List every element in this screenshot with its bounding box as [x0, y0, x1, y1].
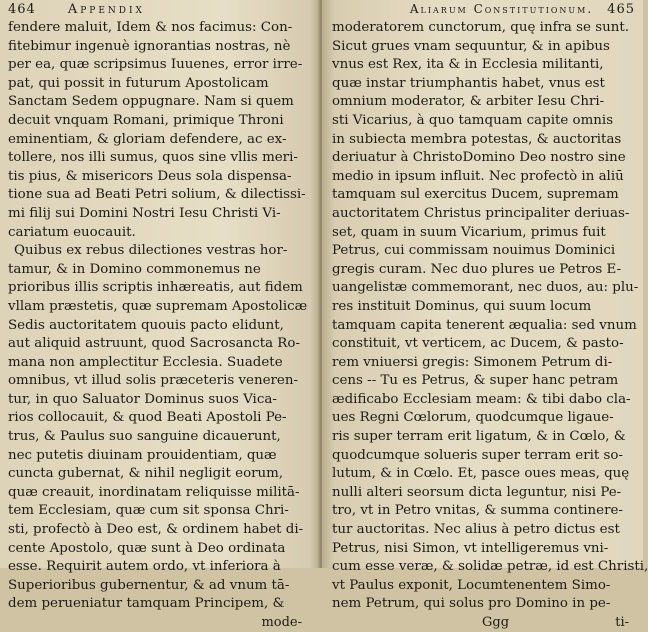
left-line: rios collocauit, & quod Beati Apostoli Pe-	[8, 410, 287, 426]
right-line: cens -- Tu es Petrus, & super hanc petram	[332, 373, 619, 389]
left-line: omnibus, vt illud solis præceteris veneren-	[8, 373, 298, 389]
left-line: decuit vnquam Romani, primique Throni	[8, 112, 284, 128]
right-line: res instituit Dominus, qui suum locum	[332, 298, 592, 314]
right-line: set, quam in suum Vicarium, primus fuit	[332, 224, 606, 240]
left-line: tis pius, & misericors Deus sola dispensa-	[8, 168, 292, 184]
right-catchword: ti-	[615, 615, 629, 630]
left-line: Sanctam Sedem oppugnare. Nam si quem	[8, 94, 294, 110]
left-text-block	[8, 19, 316, 614]
left-line: vllam præstetis, quæ supremam Apostolicæ	[8, 298, 308, 314]
left-running-title: Appendix	[67, 2, 145, 17]
right-line: auctoritatem Christus principaliter deriuas-	[332, 205, 630, 221]
right-text-block	[332, 19, 648, 614]
right-running-head	[332, 2, 635, 18]
right-line: tro, vt in Petro vnitas, & summa continere-	[332, 503, 623, 519]
left-line: quæ creauit, inordinatam reliquisse militā-	[8, 484, 300, 500]
right-line: ris super terram erit ligatum, & in Cœlo, &	[332, 429, 626, 445]
right-page-footer	[332, 614, 635, 632]
left-line: Quibus ex rebus dilectiones vestras hor-	[14, 243, 288, 259]
left-line: tur, in quo Saluator Dominus suos Vica-	[8, 391, 277, 407]
right-line: Petrus, nisi Simon, vt intelligeremus vni-	[332, 540, 609, 556]
right-line: ædificabo Ecclesiam meam: & tibi dabo cla-	[332, 391, 631, 407]
left-catchword: mode-	[261, 615, 302, 630]
right-line: sti Vicarius, à quo tamquam capite omnis	[332, 112, 614, 128]
left-line: aut aliquid astruunt, quod Sacrosancta Ro-	[8, 336, 300, 352]
right-line: uangelistæ commemorant, nec duos, au: plu-	[332, 280, 639, 296]
right-line: medio in ipsum influit. Nec profectò in aliū	[332, 168, 624, 184]
right-line: moderatorem cunctorum, quę infra se sunt.	[332, 20, 629, 35]
right-running-title: Aliarum Constitutionum.	[409, 2, 594, 16]
left-line: sti, profectò à Deo est, & ordinem habet di-	[8, 522, 304, 538]
left-line: mana non amplectitur Ecclesia. Suadete	[8, 354, 283, 370]
left-line: dem perueniatur tamquam Principem, &	[8, 596, 285, 612]
right-line: ues Regni Cœlorum, quodcumque ligaue-	[332, 410, 614, 426]
right-line: rem vniuersi gregis: Simonem Petrum di-	[332, 354, 613, 370]
right-line: tamquam sul exercitus Ducem, supremam	[332, 187, 619, 203]
left-line: nec putetis diuinam prouidentiam, quæ	[8, 447, 277, 463]
left-line: cuncta gubernat, & nihil negligit eorum,	[8, 466, 284, 482]
right-line: quæ instar triumphantis habet, vnus est	[332, 75, 605, 91]
left-running-head	[8, 2, 316, 18]
left-line: cariatum euocauit.	[8, 224, 136, 240]
left-line: tollere, nos illi sumus, quos sine vllis meri-	[8, 150, 298, 166]
right-line: Sicut grues vnam sequuntur, & in apibus	[332, 38, 610, 54]
right-line: gregis curam. Nec duo plures ue Petros E-	[332, 261, 622, 277]
right-line: vnus est Rex, ita & in Ecclesia militanti,	[332, 57, 604, 73]
left-line: eminentiam, & gloriam defendere, ac ex-	[8, 131, 287, 147]
left-line: prioribus illis scriptis inhæreatis, aut fidem	[8, 280, 303, 296]
right-line: deriuatur à ChristoDomino Deo nostro sine	[332, 150, 626, 166]
left-line: mi filij sui Domini Nostri Iesu Christi Vi-	[8, 205, 281, 221]
right-line: quodcumque solueris super terram erit so-	[332, 447, 624, 463]
right-line: tamquam capita tenerent æqualia: sed vnum	[332, 317, 637, 333]
right-line: lutum, & in Cœlo. Et, pasce oues meas, quę	[332, 466, 630, 482]
left-line: esse. Requirit autem ordo, vt inferiora à	[8, 559, 281, 575]
right-line: cum esse veræ, & solidæ petræ, id est Christi,	[332, 559, 648, 575]
left-line: tamur, & in Domino commonemus ne	[8, 261, 261, 277]
left-line: Sedis auctoritatem quouis pacto elidunt,	[8, 317, 284, 333]
left-page	[0, 0, 320, 630]
right-page-number: 465	[607, 2, 635, 17]
left-line: tem Ecclesiam, quæ cum sit sponsa Chri-	[8, 503, 289, 519]
left-line: trus, & Paulus suo sanguine dicauerunt,	[8, 429, 281, 445]
left-line: cente Apostolo, quæ sunt à Deo ordinata	[8, 540, 286, 556]
left-line: per ea, quæ scripsimus Iuuenes, error irre-	[8, 57, 303, 73]
right-line: nulli alteri seorsum dicta leguntur, nisi Pe-	[332, 484, 622, 500]
right-page	[322, 0, 648, 630]
left-line: tione sua ad Beati Petri solium, & dilectissi-	[8, 187, 306, 203]
left-line: pat, qui possit in futurum Apostolicam	[8, 75, 269, 91]
right-line: tur auctoritas. Nec alius à petro dictus est	[332, 522, 620, 538]
left-line: fendere maluit, Idem & nos facimus: Con-	[8, 20, 293, 35]
left-page-number: 464	[8, 2, 36, 17]
left-line: fitebimur ingenuè ignorantias nostras, nè	[8, 38, 291, 54]
right-line: in subiecta membra potestas, & auctoritas	[332, 131, 622, 147]
right-line: nem Petrum, qui solus pro Domino in pe-	[332, 596, 611, 612]
right-line: constituit, vt verticem, ac Ducem, & pasto-	[332, 336, 624, 352]
right-line: Petrus, cui commissam nouimus Dominici	[332, 243, 616, 259]
left-line: Superioribus gubernentur, & ad vnum tā-	[8, 577, 290, 593]
right-line: omnium moderator, & arbiter Iesu Chri-	[332, 94, 605, 110]
right-line: vt Paulus exponit, Locumtenentem Simo-	[332, 577, 611, 593]
right-signature-mark: Ggg	[482, 615, 510, 630]
